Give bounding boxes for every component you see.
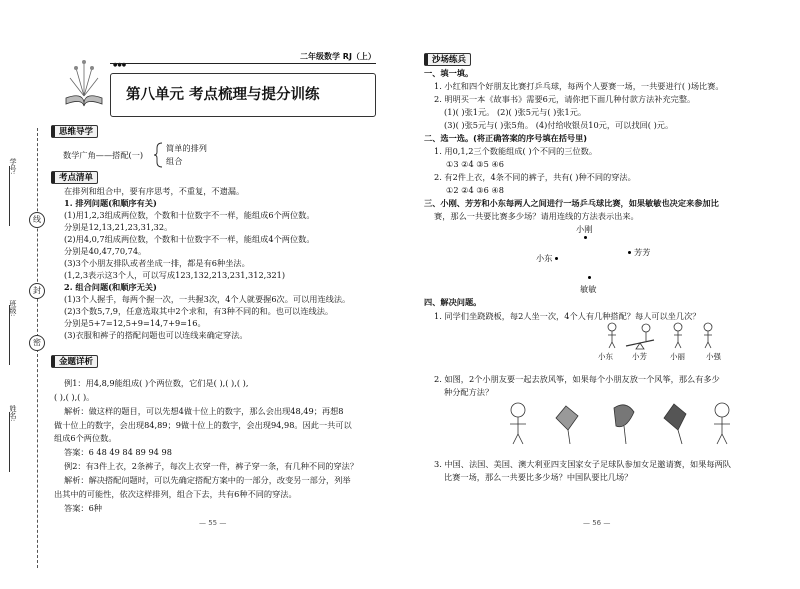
q2-1-options: ①3 ②4 ③5 ④6	[446, 159, 505, 169]
seal-secret-mark: 密	[29, 335, 45, 351]
seesaw-kids-illustration	[596, 322, 726, 350]
player-fangfang: 芳芳	[634, 247, 651, 257]
mindmap-branch-2: 组合	[166, 156, 183, 166]
key-point-line: (3)衣服和裤子的搭配问题也可以连线来确定穿法。	[64, 330, 248, 340]
example-2-analysis-cont: 出其中的可能性，依次这样排列，组合下去，共有6种不同的穿法。	[54, 489, 297, 499]
seal-seal-mark: 封	[29, 283, 45, 299]
name-label: 姓名:	[9, 405, 17, 422]
example-2-question: 例2：有3件上衣，2条裤子，每次上衣穿一件，裤子穿一条，有几种不同的穿法？	[64, 461, 359, 471]
q2-2: 2. 有2件上衣，4条不同的裤子，共有( )种不同的穿法。	[434, 172, 636, 182]
header-dots: ●●●	[113, 62, 127, 68]
key-point-line: (1)用1,2,3组成两位数，个数和十位数字不一样，能组成6个两位数。	[64, 210, 315, 220]
mindmap-brace-icon	[154, 142, 164, 168]
open-book-illustration	[62, 58, 106, 108]
example-1-question: 例1：用4,8,9能组成( )个两位数，它们是( ),( ),( ),	[64, 378, 249, 388]
kid-name-label: 小东	[598, 352, 613, 361]
header-rule	[110, 63, 376, 64]
example-2-analysis: 解析：解决搭配问题时，可以先确定搭配方案中的一部分，改变另一部分，列举	[64, 475, 351, 485]
key-point-line: 1. 排列问题(和顺序有关)	[64, 198, 157, 208]
student-id-line	[9, 166, 10, 226]
key-point-line: 分别是12,13,21,23,31,32。	[64, 222, 173, 232]
point-xiaogang	[584, 236, 587, 239]
point-minmin	[588, 276, 591, 279]
problem-1: 1. 同学们坐跷跷板，每2人坐一次，4个人有几种搭配？每人可以坐几次？	[434, 311, 701, 321]
q2-1: 1. 用0,1,2三个数能组成( )个不同的三位数。	[434, 146, 598, 156]
kid-name-label: 小芳	[632, 352, 647, 361]
section-examples: 金题详析	[51, 355, 98, 368]
point-xiaodong	[555, 257, 558, 260]
q1-2-options-b: (3)( )张5元与( )张5角。 (4)付给收银员10元，可以找回( )元。	[444, 120, 674, 130]
section-practice: 沙场练兵	[424, 53, 471, 66]
q2-2-options: ①2 ②4 ③6 ④8	[446, 185, 505, 195]
q1-2-options-a: (1)( )张1元。 (2)( )张5元与( )张1元。	[444, 107, 587, 117]
key-point-line: (2)用4,0,7组成两位数，个数和十位数字不一样，能组成4个两位数。	[64, 234, 315, 244]
page-number-left: — 55 —	[199, 519, 227, 527]
player-xiaodong: 小东	[536, 253, 553, 263]
q1-2: 2. 明明买一本《故事书》需要6元，请你把下面几种付款方法补充完整。	[434, 94, 696, 104]
kid-name-label: 小丽	[670, 352, 685, 361]
example-1-answer: 答案：6 48 49 84 89 94 98	[64, 447, 172, 457]
part-3-question: 三、小刚、芳芳和小东每两人之间进行一场乒乓球比赛，如果敏敏也决定来参加比	[424, 198, 719, 208]
key-point-line: (2)3个数5,7,9，任意选取其中2个求和，有3种不同的和。也可以连线法。	[64, 306, 334, 316]
key-point-line: (3)3个小朋友排队或者坐成一排，都是有6种坐法。	[64, 258, 250, 268]
class-line	[9, 305, 10, 365]
mindmap-branch-1: 简单的排列	[166, 143, 207, 153]
part-3-question-cont: 赛，那么一共要比赛多少场？请用连线的方法表示出来。	[434, 211, 639, 221]
example-1-analysis-cont: 做十位上的数字，会出现84,89；9做十位上的数字，会出现94,98。因此一共可以	[54, 420, 352, 430]
q1-1: 1. 小红和四个好朋友比赛打乒乓球，每两个人要赛一场，一共要进行( )场比赛。	[434, 81, 724, 91]
mindmap-root: 数学广角——搭配(一)	[63, 150, 144, 160]
example-1-analysis-end: 组成6个两位数。	[54, 433, 117, 443]
page-number-right: — 56 —	[583, 519, 611, 527]
problem-2-cont: 种分配方法？	[444, 387, 494, 397]
kid-name-label: 小强	[706, 352, 721, 361]
problem-3-cont: 比赛一场，那么一共要比多少场？中国队要比几场？	[444, 472, 633, 482]
example-2-answer: 答案：6种	[64, 503, 102, 513]
class-label: 班级:	[9, 300, 17, 317]
student-id-label: 学号:	[9, 158, 17, 175]
problem-2: 2. 如图，2个小朋友要一起去放风筝，如果每个小朋友放一个风筝，那么有多少	[434, 374, 720, 384]
section-thinking-guide: 思维导学	[51, 125, 98, 138]
part-4-heading: 四、解决问题。	[424, 297, 482, 307]
key-point-line: 分别是5+7=12,5+9=14,7+9=16。	[64, 318, 206, 328]
example-1-question-cont: ( ),( ),( )。	[54, 392, 95, 402]
kite-children-illustration	[488, 400, 748, 446]
player-minmin: 敏敏	[580, 284, 597, 294]
name-line	[9, 412, 10, 472]
point-fangfang	[628, 251, 631, 254]
part-2-heading: 二、选一选。(将正确答案的序号填在括号里)	[424, 133, 588, 143]
key-point-line: 在排列和组合中，要有序思考，不重复，不遗漏。	[64, 186, 245, 196]
key-point-line: 分别是40,47,70,74。	[64, 246, 147, 256]
section-key-points: 考点清单	[51, 171, 98, 184]
player-xiaogang: 小刚	[576, 224, 593, 234]
page-header: 二年级数学 RJ（上）	[300, 52, 376, 61]
key-point-line: (1)3个人握手，每两个握一次，一共握3次，4个人就要握6次。可以用连线法。	[64, 294, 351, 304]
seal-line-mark: 线	[29, 212, 45, 228]
problem-3: 3. 中国、法国、美国、澳大利亚四支国家女子足球队参加女足邀请赛，如果每两队	[434, 459, 731, 469]
unit-title: 第八单元 考点梳理与提分训练	[126, 86, 320, 103]
part-1-heading: 一、填一填。	[424, 68, 474, 78]
key-point-line: 2. 组合问题(和顺序无关)	[64, 282, 157, 292]
key-point-line: (1,2,3表示这3个人，可以写成123,132,213,231,312,321)	[64, 270, 286, 280]
example-1-analysis: 解析：做这样的题目，可以先想4做十位上的数字，那么会出现48,49；再想8	[64, 406, 344, 416]
